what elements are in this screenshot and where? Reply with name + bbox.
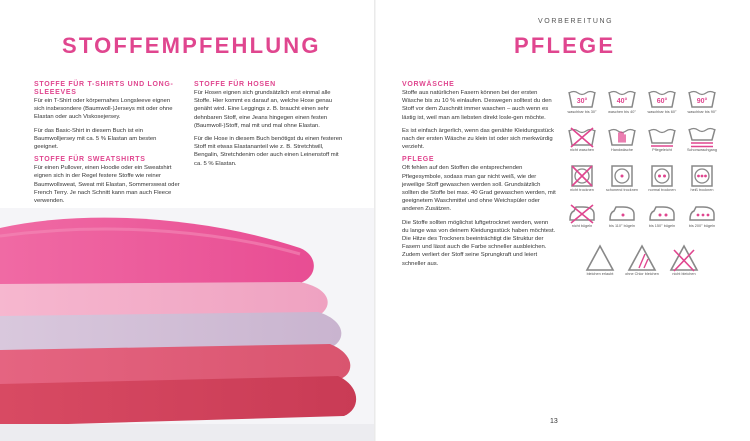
paragraph-pflege-2: Die Stoffe sollten möglichst luftgetrocknet werden, wenn du lange was von deinem Kleidungsstück haben möchtest. Die Hitze des Trockners beeinträchtigt die Struktur der Fasern und lässt auch die Farbe schneller ausbleichen. Zudem verliert der Stoff seine Sprungkraft und leiert schneller aus. — [402, 219, 556, 267]
svg-text:90°: 90° — [696, 98, 708, 105]
tumble-dry-hot-icon: heiß trocknen — [683, 164, 721, 204]
hand-wash-icon: Handwäsche — [603, 126, 641, 166]
tumble-dry-gentle-icon: schonend trocknen — [603, 164, 641, 204]
tumble-dry-normal-icon: normal trocknen — [643, 164, 681, 204]
heading-pflege: PFLEGE — [402, 156, 435, 164]
paragraph-vorwaesche-1: Stoffe aus natürlichen Fasern können bei der ersten Wäsche bis zu 10 % einlaufen. Deswegen solltest du den Stoff vor dem Zuschnitt immer waschen – auch wenn es lästig ist, weil man am liebsten direkt losle-gen möchte. — [402, 90, 552, 121]
wash-60-icon: 60° waschbar bis 60° — [643, 88, 681, 128]
heading-shirts: STOFFE FÜR T-SHIRTS UND LONG-SLEEEVES — [34, 81, 174, 96]
iron-200-icon: bis 200° bügeln — [683, 202, 721, 242]
paragraph-pflege-1: Oft fehlen auf den Stoffen die entsprechenden Pflegesymbole, sodass man gar nicht weiß, wie der jeweilige Stoff gewaschen werden soll. Grundsätzlich sollten die Stoffe bei max. 40 Grad gewaschen werden, mit geeignetem Waschmittel und ohne Weichspüler oder anderen Zusätzen. — [402, 165, 556, 213]
paragraph-shirts-1: Für ein T-Shirt oder körpernahes Longsleeve eignen sich insbesondere (Baumwoll-)Jerseys mit oder ohne Elastan oder auch Viskosejersey. — [34, 98, 173, 121]
svg-text:60°: 60° — [656, 98, 668, 105]
column-left-1 — [34, 81, 182, 227]
column-left-2 — [194, 81, 344, 168]
gentle-wash-icon: Pflegeleicht — [643, 126, 681, 166]
wash-40-icon: 40° waschen bis 40° — [603, 88, 641, 128]
book-gutter — [374, 0, 376, 441]
fabric-stack-illustration — [0, 208, 374, 441]
no-iron-icon: nicht bügeln — [563, 202, 601, 242]
wash-30-icon: 30° waschbar bis 30° — [563, 88, 601, 128]
wash-90-icon: 90° waschbar bis 90° — [683, 88, 721, 128]
no-wash-icon: nicht waschen — [563, 126, 601, 166]
fabric-stack-photo — [0, 208, 374, 441]
paragraph-shirts-2: Für das Basic-Shirt in diesem Buch ist ein Baumwolljersey mit ca. 5 % Elastan am besten geeignet. — [34, 127, 157, 151]
heading-sweat: STOFFE FÜR SWEATSHIRTS — [34, 156, 146, 164]
page-title-right: PFLEGE — [514, 33, 616, 58]
no-bleach-icon: nicht bleichen — [665, 244, 703, 284]
running-head: VORBEREITUNG — [538, 18, 614, 25]
page-title-left: STOFFEMPFEHLUNG — [62, 33, 321, 58]
iron-110-icon: bis 110° bügeln — [603, 202, 641, 242]
page-number: 13 — [550, 418, 558, 425]
svg-text:30°: 30° — [576, 98, 588, 105]
paragraph-hosen-2: Für die Hose in diesem Buch benötigst du einen festeren Stoff mit etwas Elastananteil wie z. B. Stretchtwill, Bengalin, Stretchdenim oder auch einen Leinenstoff mit ca. 5 % Elastan. — [194, 136, 343, 167]
oxygen-bleach-icon: ohne Chlor bleichen — [623, 244, 661, 284]
very-gentle-wash-icon: Schonwaschgang — [683, 126, 721, 166]
iron-150-icon: bis 150° bügeln — [643, 202, 681, 242]
heading-hosen: STOFFE FÜR HOSEN — [194, 81, 276, 88]
bleach-allowed-icon: bleichen erlaubt — [581, 244, 619, 284]
paragraph-vorwaesche-2: Es ist einfach ärgerlich, wenn das genähte Kleidungsstück nach der ersten Wäsche zu klein ist oder sich merkwürdig verzieht. — [402, 127, 554, 151]
no-tumble-dry-icon: nicht trocknen — [563, 164, 601, 204]
paragraph-hosen-1: Für Hosen eignen sich grundsätzlich erst einmal alle Stoffe. Hier kommt es darauf an, welche Hose genau genäht wird. Eine Leggings z. B. braucht einen sehr dehnbaren Stoff, eine Jeans hingegen einen festen (Baumwoll-)Stoff, mal mit und mal ohne Elastan. — [194, 90, 333, 129]
paragraph-sweat-1: Für einen Pullover, einen Hoodie oder ein Sweatshirt eignen sich in der Regel festere Stoffe wie reiner Baumwollsweat, Sweat mit Elastan, Sommersweat oder French Terry. Je nach Schnitt kann man auch Fleece verwenden. — [34, 165, 180, 205]
heading-vorwaesche: VORWÄSCHE — [402, 81, 455, 88]
column-right — [402, 81, 556, 268]
svg-text:40°: 40° — [616, 98, 628, 105]
